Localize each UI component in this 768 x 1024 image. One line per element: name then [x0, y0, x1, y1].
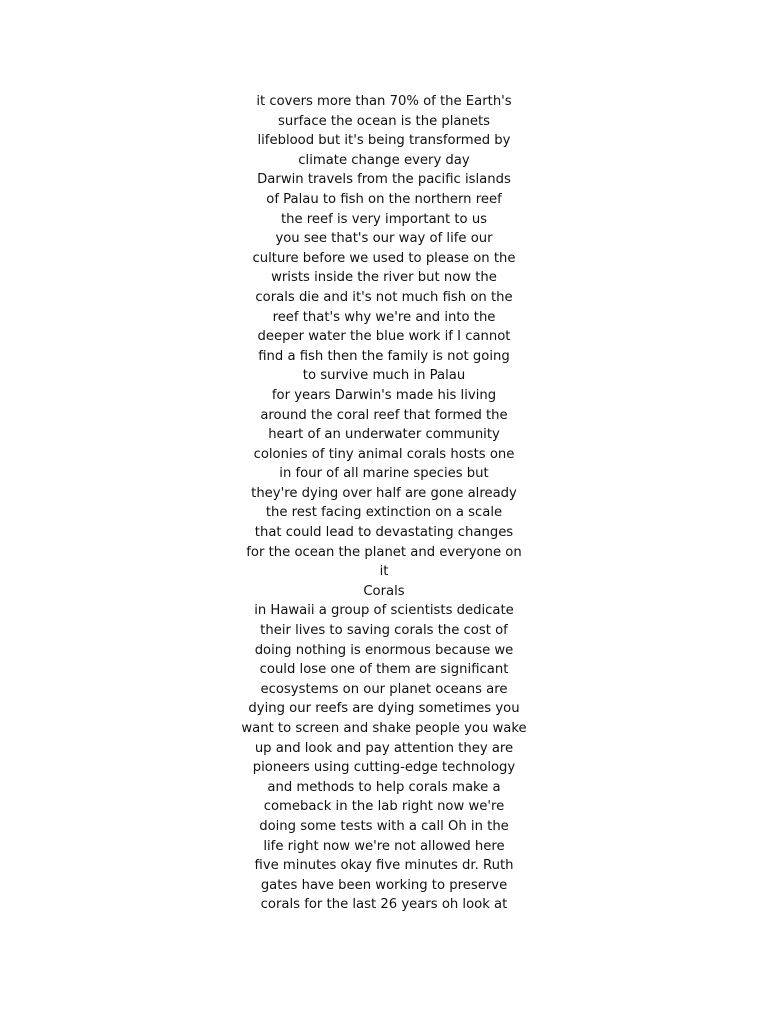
- transcript-line: heart of an underwater community: [268, 427, 500, 443]
- transcript-line: the rest facing extinction on a scale: [265, 505, 503, 521]
- transcript-line: of Palau to fish on the northern reef: [266, 191, 502, 207]
- section-heading: Corals: [363, 583, 405, 599]
- transcript-line: to survive much in Palau: [302, 368, 466, 384]
- transcript-line: find a fish then the family is not going: [258, 348, 510, 364]
- transcript-line: could lose one of them are significant: [259, 662, 509, 678]
- transcript-line: wrists inside the river but now the: [271, 270, 497, 286]
- transcript-line: colonies of tiny animal corals hosts one: [253, 446, 515, 462]
- transcript-line: corals die and it's not much fish on the: [255, 289, 513, 305]
- transcript-line: in Hawaii a group of scientists dedicate: [254, 603, 514, 619]
- transcript-line: Darwin travels from the pacific islands: [257, 172, 511, 188]
- transcript-line: that could lead to devastating changes: [254, 525, 514, 541]
- transcript-line: for years Darwin's made his living: [271, 387, 497, 403]
- transcript-line: deeper water the blue work if I cannot: [257, 329, 511, 345]
- transcript-line: doing nothing is enormous because we: [254, 642, 514, 658]
- transcript-line: comeback in the lab right now we're: [263, 799, 505, 815]
- transcript-line: lifeblood but it's being transformed by: [257, 133, 511, 149]
- transcript-line: climate change every day: [298, 152, 470, 168]
- transcript-line: you see that's our way of life our: [275, 231, 493, 247]
- transcript-line: it covers more than 70% of the Earth's: [256, 94, 512, 109]
- transcript-line: ecosystems on our planet oceans are: [260, 681, 508, 697]
- transcript-line: pioneers using cutting-edge technology: [252, 760, 516, 776]
- transcript-line: gates have been working to preserve: [260, 877, 508, 893]
- transcript-line: it: [379, 564, 389, 580]
- transcript-line: culture before we used to please on the: [252, 250, 516, 266]
- transcript-text: [234, 92, 534, 915]
- transcript-line: for the ocean the planet and everyone on: [246, 544, 522, 560]
- transcript-line: the reef is very important to us: [280, 211, 488, 227]
- transcript-line: surface the ocean is the planets: [277, 113, 491, 129]
- transcript-line: corals for the last 26 years oh look at: [260, 897, 508, 913]
- transcript-line: want to screen and shake people you wake: [241, 721, 527, 736]
- transcript-line: life right now we're not allowed here: [263, 838, 505, 854]
- transcript-line: in four of all marine species but: [279, 466, 489, 482]
- transcript-line: and methods to help corals make a: [267, 779, 501, 795]
- transcript-line: their lives to saving corals the cost of: [260, 623, 508, 639]
- transcript-line: around the coral reef that formed the: [260, 407, 508, 423]
- transcript-line: they're dying over half are gone already: [251, 485, 517, 501]
- transcript-line: reef that's why we're and into the: [272, 309, 496, 325]
- transcript-line: five minutes okay five minutes dr. Ruth: [254, 858, 514, 874]
- transcript-line: doing some tests with a call Oh in the: [259, 818, 509, 834]
- transcript-line: up and look and pay attention they are: [254, 740, 514, 756]
- transcript-line: dying our reefs are dying sometimes you: [248, 701, 520, 717]
